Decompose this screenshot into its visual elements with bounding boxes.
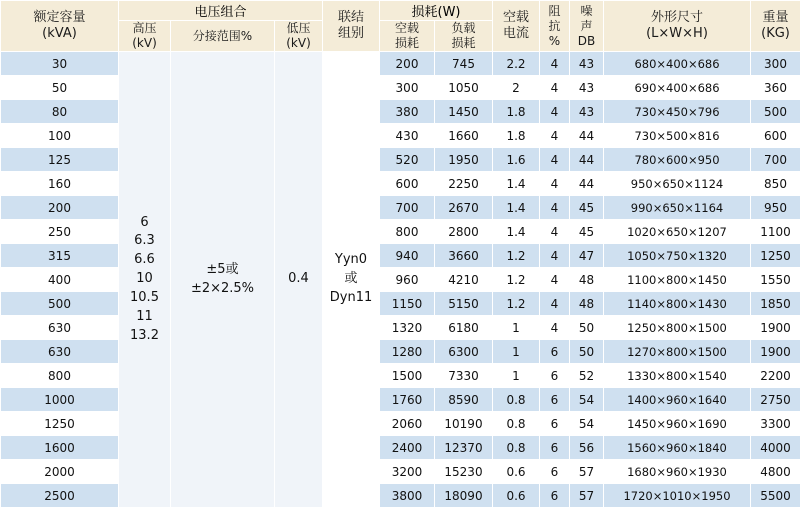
cell-noise: 45 [570, 220, 604, 244]
cell-noise: 44 [570, 148, 604, 172]
cell-no-load-current: 2.2 [493, 52, 540, 76]
cell-rated-capacity: 1250 [1, 412, 119, 436]
cell-rated-capacity: 800 [1, 364, 119, 388]
high-voltage-value: 6.3 [119, 232, 170, 251]
header-load-loss-line1: 负载 [435, 21, 492, 36]
cell-impedance: 6 [540, 412, 570, 436]
header-noise [570, 1, 604, 52]
cell-impedance: 4 [540, 76, 570, 100]
cell-dimensions: 1720×1010×1950 [604, 484, 751, 508]
cell-rated-capacity: 250 [1, 220, 119, 244]
cell-rated-capacity: 630 [1, 316, 119, 340]
cell-weight: 4000 [751, 436, 800, 460]
tap-range-line2: ±2×2.5% [171, 280, 274, 299]
cell-no-load-current: 0.8 [493, 436, 540, 460]
cell-load-loss: 2800 [435, 220, 493, 244]
header-connection-group [323, 1, 380, 52]
high-voltage-value: 10.5 [119, 289, 170, 308]
cell-noise: 48 [570, 268, 604, 292]
cell-impedance: 4 [540, 268, 570, 292]
cell-no-load-loss: 520 [380, 148, 435, 172]
high-voltage-value: 10 [119, 270, 170, 289]
cell-noise: 54 [570, 412, 604, 436]
cell-noise: 47 [570, 244, 604, 268]
header-load-loss [435, 21, 493, 52]
cell-noise: 57 [570, 484, 604, 508]
cell-no-load-loss: 300 [380, 76, 435, 100]
cell-load-loss: 745 [435, 52, 493, 76]
cell-load-loss: 1050 [435, 76, 493, 100]
table-row [1, 52, 800, 76]
header-low-voltage-line2: (kV) [275, 36, 322, 51]
cell-no-load-current: 1.8 [493, 124, 540, 148]
cell-load-loss: 1660 [435, 124, 493, 148]
cell-noise: 44 [570, 172, 604, 196]
cell-no-load-current: 1.2 [493, 244, 540, 268]
cell-dimensions: 1250×800×1500 [604, 316, 751, 340]
cell-no-load-current: 1.6 [493, 148, 540, 172]
cell-low-voltage: 0.4 [275, 52, 323, 508]
cell-no-load-loss: 2400 [380, 436, 435, 460]
header-high-voltage [119, 21, 171, 52]
header-impedance-line3: % [540, 34, 569, 49]
cell-dimensions: 1270×800×1500 [604, 340, 751, 364]
cell-load-loss: 3660 [435, 244, 493, 268]
header-weight-line2: (KG) [751, 26, 800, 42]
cell-impedance: 6 [540, 388, 570, 412]
cell-no-load-loss: 3200 [380, 460, 435, 484]
cell-noise: 54 [570, 388, 604, 412]
high-voltage-value: 11 [119, 308, 170, 327]
header-no-load-current [493, 1, 540, 52]
connection-connection_line3: Dyn11 [323, 289, 379, 308]
header-rated-capacity [1, 1, 119, 52]
cell-high-voltage-values [119, 52, 171, 508]
cell-no-load-current: 0.6 [493, 460, 540, 484]
header-high-voltage-line2: (kV) [119, 36, 170, 51]
header-high-voltage-line1: 高压 [119, 21, 170, 36]
cell-no-load-current: 1 [493, 316, 540, 340]
cell-impedance: 4 [540, 124, 570, 148]
cell-no-load-current: 1.8 [493, 100, 540, 124]
cell-impedance: 4 [540, 172, 570, 196]
cell-noise: 57 [570, 460, 604, 484]
header-low-voltage [275, 21, 323, 52]
table-body [1, 52, 800, 508]
cell-weight: 1550 [751, 268, 800, 292]
cell-rated-capacity: 400 [1, 268, 119, 292]
cell-no-load-loss: 1760 [380, 388, 435, 412]
cell-no-load-loss: 380 [380, 100, 435, 124]
cell-rated-capacity: 630 [1, 340, 119, 364]
cell-impedance: 6 [540, 460, 570, 484]
cell-weight: 1900 [751, 316, 800, 340]
cell-impedance: 4 [540, 244, 570, 268]
cell-weight: 1850 [751, 292, 800, 316]
high-voltage-value: 6 [119, 214, 170, 233]
cell-no-load-loss: 1500 [380, 364, 435, 388]
cell-no-load-loss: 800 [380, 220, 435, 244]
cell-noise: 52 [570, 364, 604, 388]
cell-impedance: 4 [540, 148, 570, 172]
cell-weight: 850 [751, 172, 800, 196]
cell-rated-capacity: 2000 [1, 460, 119, 484]
header-no-load-loss [380, 21, 435, 52]
cell-noise: 43 [570, 52, 604, 76]
cell-dimensions: 1560×960×1840 [604, 436, 751, 460]
header-dimensions [604, 1, 751, 52]
header-loss-group: 损耗(W) [380, 1, 493, 21]
cell-no-load-current: 1.2 [493, 292, 540, 316]
header-noise-line1: 噪 [570, 4, 603, 19]
header-tap-range: 分接范围% [171, 21, 275, 52]
cell-impedance: 6 [540, 364, 570, 388]
cell-no-load-loss: 1320 [380, 316, 435, 340]
cell-no-load-current: 1.4 [493, 220, 540, 244]
cell-weight: 700 [751, 148, 800, 172]
cell-no-load-loss: 1150 [380, 292, 435, 316]
header-low-voltage-line1: 低压 [275, 21, 322, 36]
connection-connection_line1: Yyn0 [323, 251, 379, 270]
cell-no-load-loss: 430 [380, 124, 435, 148]
header-no-load-loss-line1: 空载 [380, 21, 434, 36]
cell-load-loss: 6180 [435, 316, 493, 340]
cell-no-load-loss: 940 [380, 244, 435, 268]
cell-rated-capacity: 200 [1, 196, 119, 220]
cell-no-load-current: 0.6 [493, 484, 540, 508]
cell-impedance: 4 [540, 52, 570, 76]
cell-load-loss: 18090 [435, 484, 493, 508]
cell-dimensions: 730×450×796 [604, 100, 751, 124]
cell-no-load-current: 1 [493, 340, 540, 364]
cell-rated-capacity: 30 [1, 52, 119, 76]
cell-dimensions: 1140×800×1430 [604, 292, 751, 316]
cell-dimensions: 690×400×686 [604, 76, 751, 100]
cell-noise: 56 [570, 436, 604, 460]
cell-no-load-current: 0.8 [493, 412, 540, 436]
header-no-load-current-line2: 电流 [493, 26, 539, 42]
cell-load-loss: 4210 [435, 268, 493, 292]
header-noise-line2: 声 [570, 19, 603, 34]
table-header-row-1 [1, 1, 800, 21]
cell-noise: 45 [570, 196, 604, 220]
header-load-loss-line2: 损耗 [435, 36, 492, 51]
cell-impedance: 4 [540, 220, 570, 244]
header-rated-capacity-line2: (kVA) [1, 26, 118, 42]
cell-weight: 1250 [751, 244, 800, 268]
tap-range-line1: ±5或 [171, 261, 274, 280]
cell-no-load-current: 1 [493, 364, 540, 388]
cell-dimensions: 1400×960×1640 [604, 388, 751, 412]
cell-weight: 1900 [751, 340, 800, 364]
cell-load-loss: 6300 [435, 340, 493, 364]
cell-no-load-loss: 2060 [380, 412, 435, 436]
cell-dimensions: 990×650×1164 [604, 196, 751, 220]
cell-no-load-current: 1.2 [493, 268, 540, 292]
cell-rated-capacity: 160 [1, 172, 119, 196]
cell-dimensions: 1100×800×1450 [604, 268, 751, 292]
cell-dimensions: 780×600×950 [604, 148, 751, 172]
header-weight [751, 1, 800, 52]
cell-rated-capacity: 125 [1, 148, 119, 172]
cell-weight: 300 [751, 52, 800, 76]
cell-no-load-loss: 960 [380, 268, 435, 292]
cell-impedance: 4 [540, 292, 570, 316]
cell-rated-capacity: 80 [1, 100, 119, 124]
cell-load-loss: 8590 [435, 388, 493, 412]
header-weight-line1: 重量 [751, 10, 800, 26]
connection-connection_line2: 或 [323, 270, 379, 289]
cell-weight: 600 [751, 124, 800, 148]
high-voltage-value: 13.2 [119, 327, 170, 346]
cell-load-loss: 2670 [435, 196, 493, 220]
cell-dimensions: 1680×960×1930 [604, 460, 751, 484]
header-impedance-line2: 抗 [540, 19, 569, 34]
cell-rated-capacity: 500 [1, 292, 119, 316]
high-voltage-value: 6.6 [119, 251, 170, 270]
cell-weight: 2750 [751, 388, 800, 412]
header-noise-line3: DB [570, 34, 603, 49]
header-connection-line2: 组别 [323, 26, 379, 42]
cell-no-load-current: 2 [493, 76, 540, 100]
cell-dimensions: 1450×960×1690 [604, 412, 751, 436]
cell-load-loss: 15230 [435, 460, 493, 484]
cell-noise: 50 [570, 340, 604, 364]
header-impedance-line1: 阻 [540, 4, 569, 19]
cell-noise: 43 [570, 76, 604, 100]
cell-impedance: 4 [540, 316, 570, 340]
cell-load-loss: 1450 [435, 100, 493, 124]
cell-no-load-current: 0.8 [493, 388, 540, 412]
cell-no-load-loss: 200 [380, 52, 435, 76]
cell-weight: 2200 [751, 364, 800, 388]
cell-weight: 4800 [751, 460, 800, 484]
cell-rated-capacity: 315 [1, 244, 119, 268]
cell-weight: 360 [751, 76, 800, 100]
cell-load-loss: 12370 [435, 436, 493, 460]
cell-rated-capacity: 100 [1, 124, 119, 148]
header-no-load-current-line1: 空载 [493, 10, 539, 26]
header-voltage-combination: 电压组合 [119, 1, 323, 21]
cell-impedance: 6 [540, 436, 570, 460]
cell-impedance: 6 [540, 340, 570, 364]
cell-impedance: 4 [540, 196, 570, 220]
cell-noise: 43 [570, 100, 604, 124]
cell-noise: 50 [570, 316, 604, 340]
cell-dimensions: 1050×750×1320 [604, 244, 751, 268]
header-impedance [540, 1, 570, 52]
header-connection-line1: 联结 [323, 10, 379, 26]
cell-no-load-current: 1.4 [493, 196, 540, 220]
cell-no-load-loss: 1280 [380, 340, 435, 364]
cell-dimensions: 680×400×686 [604, 52, 751, 76]
cell-dimensions: 1330×800×1540 [604, 364, 751, 388]
cell-noise: 44 [570, 124, 604, 148]
cell-rated-capacity: 1600 [1, 436, 119, 460]
cell-rated-capacity: 2500 [1, 484, 119, 508]
cell-rated-capacity: 1000 [1, 388, 119, 412]
header-dimensions-line1: 外形尺寸 [604, 10, 750, 26]
cell-connection-group [323, 52, 380, 508]
cell-load-loss: 5150 [435, 292, 493, 316]
cell-no-load-loss: 600 [380, 172, 435, 196]
cell-no-load-current: 1.4 [493, 172, 540, 196]
cell-rated-capacity: 50 [1, 76, 119, 100]
cell-weight: 950 [751, 196, 800, 220]
cell-tap-range [171, 52, 275, 508]
cell-no-load-loss: 3800 [380, 484, 435, 508]
cell-noise: 48 [570, 292, 604, 316]
cell-load-loss: 10190 [435, 412, 493, 436]
header-rated-capacity-line1: 额定容量 [1, 10, 118, 26]
header-no-load-loss-line2: 损耗 [380, 36, 434, 51]
cell-dimensions: 950×650×1124 [604, 172, 751, 196]
cell-impedance: 6 [540, 484, 570, 508]
cell-load-loss: 2250 [435, 172, 493, 196]
cell-weight: 500 [751, 100, 800, 124]
cell-load-loss: 7330 [435, 364, 493, 388]
cell-weight: 5500 [751, 484, 800, 508]
cell-load-loss: 1950 [435, 148, 493, 172]
cell-dimensions: 1020×650×1207 [604, 220, 751, 244]
cell-no-load-loss: 700 [380, 196, 435, 220]
header-dimensions-line2: (L×W×H) [604, 26, 750, 42]
cell-weight: 1100 [751, 220, 800, 244]
cell-weight: 3300 [751, 412, 800, 436]
cell-dimensions: 730×500×816 [604, 124, 751, 148]
cell-impedance: 4 [540, 100, 570, 124]
